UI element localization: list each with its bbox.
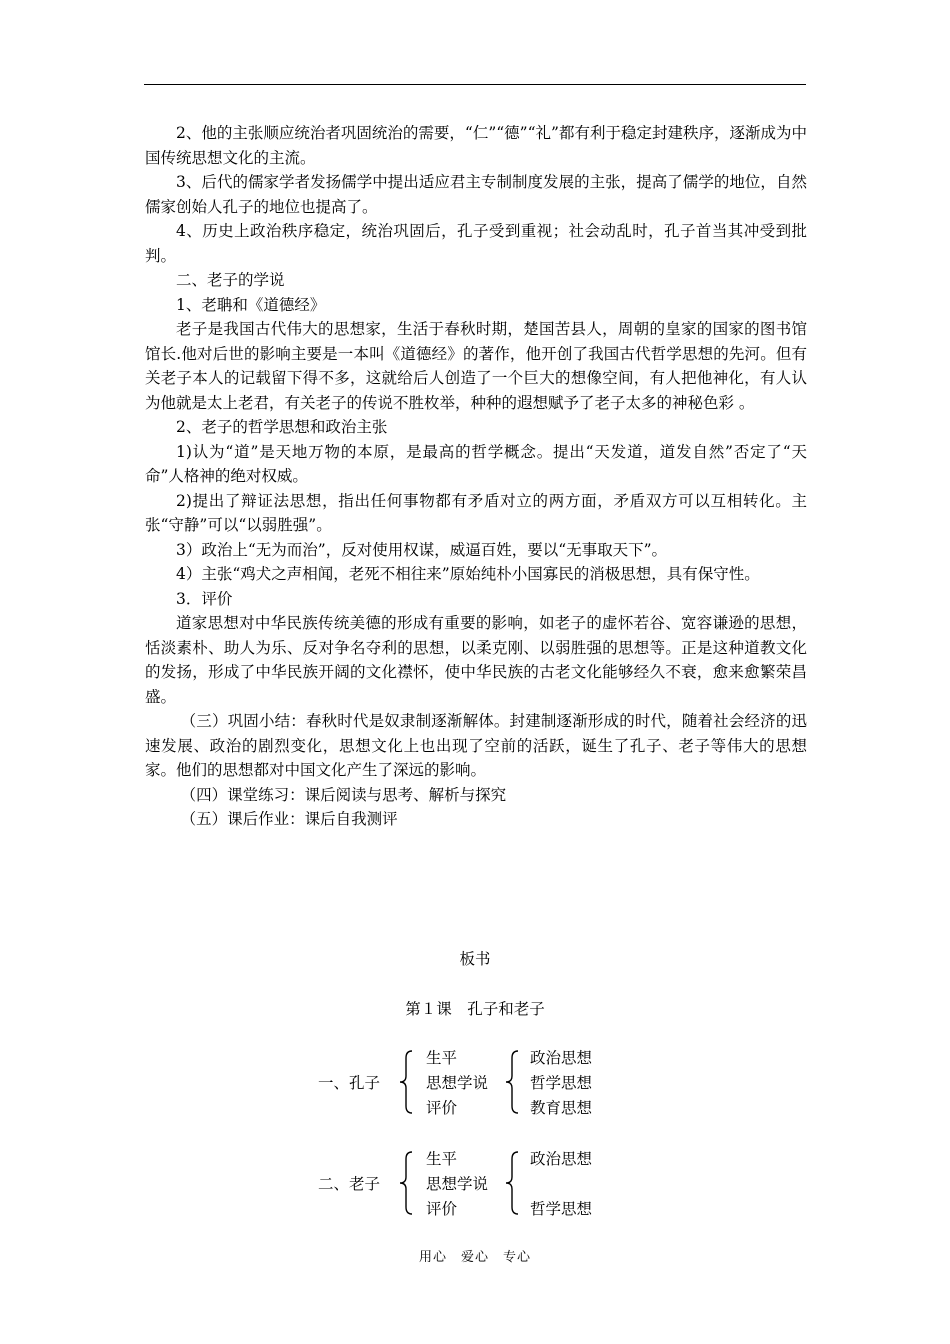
kongzi-item: 思想学说 — [426, 1074, 489, 1092]
paragraph: 2、他的主张顺应统治者巩固统治的需要，“仁”“德”“礼”都有利于稳定封建秩序，逐渐成为中国传统思想文化的主流。 — [145, 124, 807, 167]
paragraph: （三）巩固小结：春秋时代是奴隶制逐渐解体。封建制逐渐形成的时代，随着社会经济的迅速发展、政治的剧烈变化，思想文化上也出现了空前的活跃，诞生了孔子、老子等伟大的思想家。他们的思想都对中国文化产生了深远的影响。 — [145, 712, 807, 779]
kongzi-thought: 教育思想 — [530, 1099, 593, 1117]
section-heading: 二、老子的学说 — [176, 271, 285, 289]
kongzi-thought: 政治思想 — [530, 1049, 593, 1067]
paragraph: （四）课堂练习：课后阅读与思考、解析与探究 — [180, 785, 507, 804]
left-brace-icon — [502, 1149, 522, 1217]
kongzi-thought: 哲学思想 — [530, 1074, 593, 1092]
laozi-item: 思想学说 — [426, 1175, 489, 1193]
paragraph: 道家思想对中华民族传统美德的形成有重要的影响，如老子的虚怀若谷、宽容谦逊的思想，恬淡素朴、助人为乐、反对争名夺利的思想，以柔克刚、以弱胜强的思想等。正是这种道教文化的发扬，形成了中华民族开阔的文化襟怀，使中华民族的古老文化能够经久不衰，愈来愈繁荣昌盛。 — [145, 614, 807, 706]
paragraph: 3）政治上“无为而治”，反对使用权谋，威逼百姓，要以“无事取天下”。 — [176, 540, 668, 559]
lesson-title: 第１课 孔子和老子 — [405, 1000, 545, 1018]
laozi-label: 二、老子 — [318, 1175, 381, 1193]
paragraph: 4）主张“鸡犬之声相闻，老死不相往来”原始纯朴小国寡民的消极思想，具有保守性。 — [176, 565, 760, 583]
subsection-heading: 3．评价 — [176, 589, 233, 608]
kongzi-item: 生平 — [426, 1049, 458, 1067]
left-brace-icon — [502, 1048, 522, 1116]
laozi-item: 评价 — [426, 1200, 458, 1218]
paragraph: 1)认为“道”是天地万物的本原，是最高的哲学概念。提出“天发道，道发自然”否定了“天命”人格神的绝对权威。 — [145, 442, 807, 485]
paragraph: 3、后代的儒家学者发扬儒学中提出适应君主专制制度发展的主张，提高了儒学的地位，自然儒家创始人孔子的地位也提高了。 — [145, 173, 807, 216]
laozi-item: 生平 — [426, 1150, 458, 1168]
body-text — [145, 121, 807, 832]
paragraph: 2)提出了辩证法思想，指出任何事物都有矛盾对立的两方面，矛盾双方可以互相转化。主张“守静”可以“以弱胜强”。 — [145, 491, 807, 534]
page-footer: 用心 爱心 专心 — [418, 1250, 531, 1265]
subsection-heading: 1、老聃和《道德经》 — [176, 295, 326, 314]
left-brace-icon — [396, 1149, 416, 1217]
paragraph: 老子是我国古代伟大的思想家，生活于春秋时期，楚国苦县人，周朝的皇家的国家的图书馆馆长.他对后世的影响主要是一本叫《道德经》的著作，他开创了我国古代哲学思想的先河。但有关老子本人的记载留下得不多，这就给后人创造了一个巨大的想像空间，有人把他神化，有人认为他就是太上老君，有关老子的传说不胜枚举，种种的遐想赋予了老子太多的神秘色彩 。 — [145, 320, 807, 412]
header-rule — [144, 84, 806, 85]
paragraph: 4、历史上政治秩序稳定，统治巩固后，孔子受到重视；社会动乱时，孔子首当其冲受到批判。 — [145, 222, 807, 265]
laozi-thought: 政治思想 — [530, 1150, 593, 1168]
kongzi-label: 一、孔子 — [318, 1074, 381, 1092]
laozi-thought: 哲学思想 — [530, 1200, 593, 1218]
blackboard-heading: 板书 — [459, 950, 491, 968]
paragraph: （五）课后作业：课后自我测评 — [180, 810, 398, 828]
subsection-heading: 2、老子的哲学思想和政治主张 — [176, 418, 388, 436]
left-brace-icon — [396, 1048, 416, 1116]
kongzi-item: 评价 — [426, 1099, 458, 1117]
